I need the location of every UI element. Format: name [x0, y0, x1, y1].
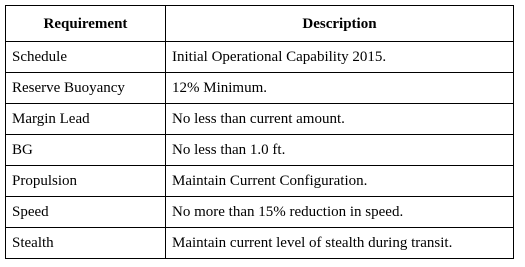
- description-cell: No less than 1.0 ft.: [166, 135, 514, 166]
- requirement-cell: Propulsion: [6, 166, 166, 197]
- description-cell: Maintain current level of stealth during transit.: [166, 228, 514, 259]
- table-row: [6, 42, 514, 73]
- table-row: [6, 104, 514, 135]
- header-requirement: Requirement: [6, 6, 166, 42]
- table-row: [6, 73, 514, 104]
- description-cell: 12% Minimum.: [166, 73, 514, 104]
- table-row: [6, 197, 514, 228]
- description-cell: Maintain Current Configuration.: [166, 166, 514, 197]
- header-description: Description: [166, 6, 514, 42]
- requirement-cell: Schedule: [6, 42, 166, 73]
- table-row: [6, 228, 514, 259]
- table-row: [6, 135, 514, 166]
- description-cell: No more than 15% reduction in speed.: [166, 197, 514, 228]
- requirement-cell: Speed: [6, 197, 166, 228]
- requirement-cell: BG: [6, 135, 166, 166]
- requirement-cell: Stealth: [6, 228, 166, 259]
- description-cell: No less than current amount.: [166, 104, 514, 135]
- requirement-cell: Margin Lead: [6, 104, 166, 135]
- requirement-cell: Reserve Buoyancy: [6, 73, 166, 104]
- requirements-table: [5, 5, 514, 259]
- table-header-row: [6, 6, 514, 42]
- description-cell: Initial Operational Capability 2015.: [166, 42, 514, 73]
- table-row: [6, 166, 514, 197]
